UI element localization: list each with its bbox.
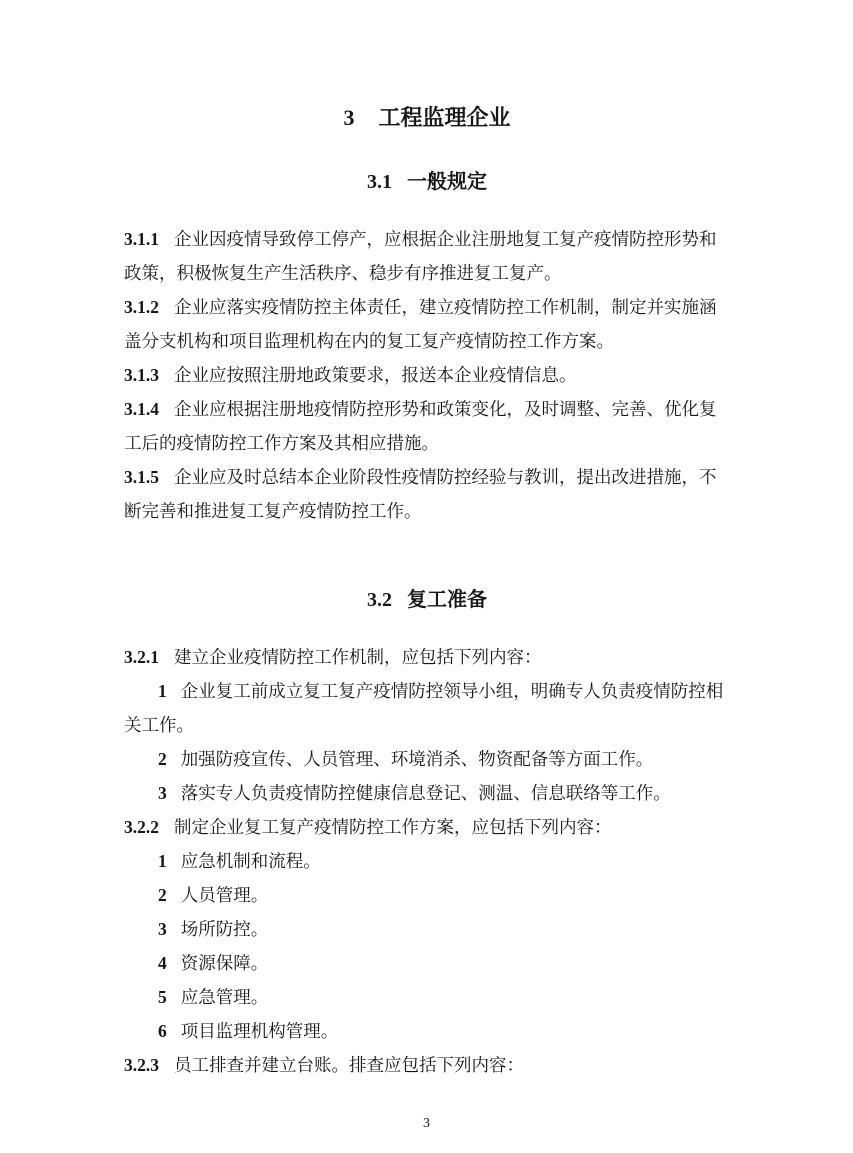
item-text: 应急管理。 bbox=[180, 987, 269, 1007]
clause-text: 制定企业复工复产疫情防控工作方案，应包括下列内容： bbox=[174, 817, 612, 837]
item-text: 场所防控。 bbox=[180, 919, 269, 939]
item-number: 1 bbox=[158, 851, 167, 871]
section-number: 3.2 bbox=[367, 589, 392, 611]
section-number: 3.1 bbox=[367, 171, 392, 193]
page-number: 3 bbox=[423, 1116, 430, 1131]
section-heading-3-1 bbox=[124, 168, 730, 196]
section-title-text: 复工准备 bbox=[407, 589, 487, 611]
item-text: 企业复工前成立复工复产疫情防控领导小组，明确专人负责疫情防控相关工作。 bbox=[124, 681, 724, 735]
item-number: 5 bbox=[158, 987, 167, 1007]
item-number: 2 bbox=[158, 885, 167, 905]
clause-3-1-3 bbox=[124, 358, 730, 392]
item-number: 2 bbox=[158, 749, 167, 769]
item-number: 3 bbox=[158, 919, 167, 939]
item-number: 6 bbox=[158, 1021, 167, 1041]
section-heading-3-2 bbox=[124, 586, 730, 614]
item-number: 4 bbox=[158, 953, 167, 973]
item-number: 1 bbox=[158, 681, 167, 701]
clause-text: 企业应按照注册地政策要求，报送本企业疫情信息。 bbox=[174, 365, 577, 385]
chapter-number: 3 bbox=[343, 105, 355, 130]
clause-3-1-2 bbox=[124, 290, 730, 358]
item-text: 落实专人负责疫情防控健康信息登记、测温、信息联络等工作。 bbox=[180, 783, 671, 803]
clause-3-2-1 bbox=[124, 640, 730, 674]
clause-3-2-1-item-3 bbox=[124, 776, 730, 810]
clause-text: 企业应根据注册地疫情防控形势和政策变化，及时调整、完善、优化复工后的疫情防控工作方案及其相应措施。 bbox=[124, 399, 717, 453]
item-text: 人员管理。 bbox=[180, 885, 269, 905]
clause-number: 3.1.2 bbox=[124, 297, 159, 317]
clause-3-1-1 bbox=[124, 222, 730, 290]
clause-3-2-2-item-5 bbox=[124, 980, 730, 1014]
clause-3-2-2-item-4 bbox=[124, 946, 730, 980]
clause-3-2-2-item-2 bbox=[124, 878, 730, 912]
chapter-title bbox=[124, 104, 730, 132]
clause-number: 3.1.4 bbox=[124, 399, 159, 419]
clause-3-2-1-item-2 bbox=[124, 742, 730, 776]
clause-text: 企业应落实疫情防控主体责任，建立疫情防控工作机制，制定并实施涵盖分支机构和项目监理机构在内的复工复产疫情防控工作方案。 bbox=[124, 297, 717, 351]
clause-3-2-3 bbox=[124, 1048, 730, 1082]
item-number: 3 bbox=[158, 783, 167, 803]
item-text: 加强防疫宣传、人员管理、环境消杀、物资配备等方面工作。 bbox=[180, 749, 654, 769]
section-title-text: 一般规定 bbox=[407, 171, 487, 193]
clause-3-2-1-item-1 bbox=[124, 674, 730, 742]
clause-3-1-5 bbox=[124, 460, 730, 528]
section-3-1-clauses bbox=[124, 222, 730, 528]
clause-3-2-2-item-6 bbox=[124, 1014, 730, 1048]
clause-number: 3.2.2 bbox=[124, 817, 159, 837]
clause-3-2-2-item-3 bbox=[124, 912, 730, 946]
item-text: 应急机制和流程。 bbox=[180, 851, 321, 871]
item-text: 资源保障。 bbox=[180, 953, 269, 973]
clause-3-2-2 bbox=[124, 810, 730, 844]
clause-number: 3.2.3 bbox=[124, 1055, 159, 1075]
clause-3-1-4 bbox=[124, 392, 730, 460]
clause-text: 建立企业疫情防控工作机制，应包括下列内容： bbox=[174, 647, 542, 667]
item-text: 项目监理机构管理。 bbox=[180, 1021, 339, 1041]
clause-text: 企业因疫情导致停工停产，应根据企业注册地复工复产疫情防控形势和政策，积极恢复生产生活秩序、稳步有序推进复工复产。 bbox=[124, 229, 717, 283]
clause-number: 3.1.5 bbox=[124, 467, 159, 487]
clause-text: 员工排查并建立台账。排查应包括下列内容： bbox=[174, 1055, 524, 1075]
clause-number: 3.2.1 bbox=[124, 647, 159, 667]
chapter-title-text: 工程监理企业 bbox=[378, 105, 511, 130]
clause-number: 3.1.1 bbox=[124, 229, 159, 249]
section-3-2-clauses bbox=[124, 640, 730, 1082]
clause-number: 3.1.3 bbox=[124, 365, 159, 385]
clause-3-2-2-item-1 bbox=[124, 844, 730, 878]
clause-text: 企业应及时总结本企业阶段性疫情防控经验与教训，提出改进措施，不断完善和推进复工复产疫情防控工作。 bbox=[124, 467, 717, 521]
